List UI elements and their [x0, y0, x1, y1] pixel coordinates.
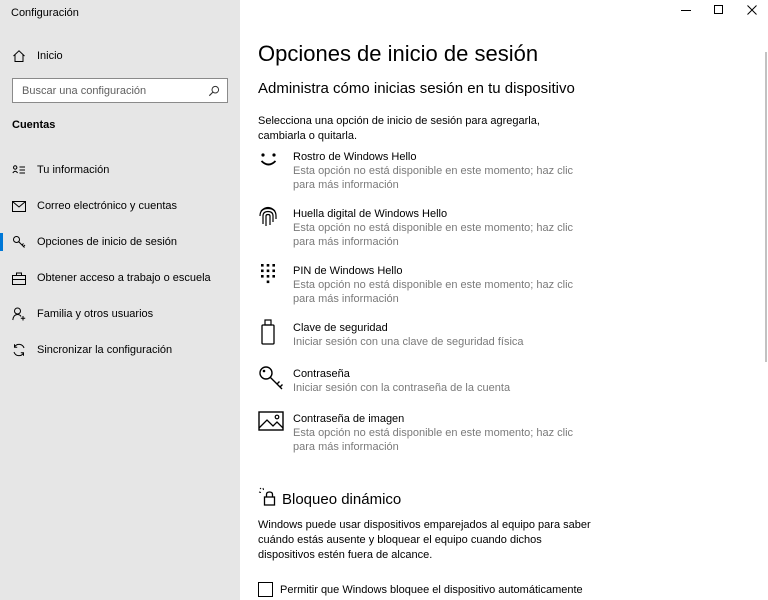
- search-box[interactable]: [12, 78, 228, 103]
- minimize-button[interactable]: [669, 0, 702, 22]
- sidebar-item-label: Obtener acceso a trabajo o escuela: [37, 272, 211, 284]
- close-icon: [747, 2, 757, 20]
- dynamic-lock-checkbox[interactable]: [258, 582, 273, 597]
- home-icon: [11, 48, 27, 64]
- mail-icon: [11, 198, 27, 214]
- option-description: Esta opción no está disponible en este momento; haz clic para más información: [293, 165, 574, 191]
- close-button[interactable]: [735, 0, 768, 22]
- sidebar-item-label: Correo electrónico y cuentas: [37, 200, 178, 212]
- pin-keypad-icon: [258, 262, 286, 290]
- dynamic-lock-checkbox-row[interactable]: [258, 582, 583, 597]
- password-key-icon: [258, 365, 286, 393]
- sidebar-item-familia[interactable]: [0, 296, 240, 332]
- window-title: Configuración: [11, 7, 79, 19]
- option-title: Contraseña de imagen: [293, 413, 405, 425]
- dynamic-lock-checkbox-label: Permitir que Windows bloquee el dispositivo automáticamente: [280, 583, 583, 596]
- dynamic-lock-description: Windows puede usar dispositivos emparejados al equipo para saber cuándo estás ausente y bloquear el equipo cuando dichos dispositivos estén fuera de alcance.: [258, 519, 591, 561]
- key-icon: [11, 234, 27, 250]
- option-description: Esta opción no está disponible en este momento; haz clic para más información: [293, 222, 574, 248]
- option-title: Huella digital de Windows Hello: [293, 208, 448, 220]
- option-contrasena[interactable]: [258, 367, 598, 395]
- maximize-icon: [714, 2, 724, 20]
- sidebar-item-label: Opciones de inicio de sesión: [37, 236, 178, 248]
- search-input[interactable]: Buscar una configuración: [22, 84, 147, 97]
- sidebar-item-label: Sincronizar la configuración: [37, 344, 173, 356]
- option-rostro[interactable]: [258, 150, 598, 192]
- page-title: Opciones de inicio de sesión: [258, 41, 539, 66]
- option-title: Contraseña: [293, 368, 350, 380]
- option-description: Esta opción no está disponible en este momento; haz clic para más información: [293, 427, 574, 453]
- face-icon: [258, 148, 286, 176]
- option-description: Iniciar sesión con una clave de seguridad física: [293, 336, 524, 348]
- section-title: Cuentas: [12, 119, 56, 131]
- nav-home[interactable]: [0, 42, 240, 70]
- window-controls: [669, 0, 768, 22]
- contact-card-icon: [11, 162, 27, 178]
- fingerprint-icon: [258, 205, 286, 233]
- sync-icon: [11, 342, 27, 358]
- sidebar: [0, 0, 240, 600]
- dynamic-lock-heading: [258, 487, 401, 512]
- main-content: [240, 0, 768, 600]
- option-description: Iniciar sesión con la contraseña de la cuenta: [293, 382, 511, 394]
- option-clave-seguridad[interactable]: [258, 321, 598, 349]
- sidebar-item-opciones-inicio-sesion[interactable]: [0, 224, 240, 260]
- picture-icon: [258, 410, 286, 438]
- option-contrasena-imagen[interactable]: [258, 412, 598, 454]
- option-huella[interactable]: [258, 207, 598, 249]
- option-pin[interactable]: [258, 264, 598, 306]
- sidebar-item-correo[interactable]: [0, 188, 240, 224]
- option-title: PIN de Windows Hello: [293, 265, 403, 277]
- nav-list: [0, 152, 240, 368]
- scrollbar-thumb[interactable]: [765, 52, 767, 362]
- person-add-icon: [11, 306, 27, 322]
- option-title: Clave de seguridad: [293, 322, 388, 334]
- intro-text: Selecciona una opción de inicio de sesión para agregarla, cambiarla o quitarla.: [258, 115, 540, 142]
- sidebar-item-trabajo-escuela[interactable]: [0, 260, 240, 296]
- briefcase-icon: [11, 270, 27, 286]
- sidebar-item-label: Tu información: [37, 164, 110, 176]
- option-description: Esta opción no está disponible en este momento; haz clic para más información: [293, 279, 574, 305]
- minimize-icon: [681, 2, 691, 20]
- dynamic-lock-icon: [258, 487, 278, 512]
- scrollbar[interactable]: [764, 22, 768, 600]
- sidebar-item-sincronizar[interactable]: [0, 332, 240, 368]
- option-title: Rostro de Windows Hello: [293, 151, 417, 163]
- usb-key-icon: [258, 319, 286, 347]
- sidebar-item-label: Familia y otros usuarios: [37, 308, 154, 320]
- sidebar-item-tu-informacion[interactable]: [0, 152, 240, 188]
- nav-home-label: Inicio: [37, 50, 63, 62]
- section-subtitle: Administra cómo inicias sesión en tu dispositivo: [258, 80, 575, 97]
- maximize-button[interactable]: [702, 0, 735, 22]
- search-icon[interactable]: [206, 83, 222, 99]
- dynamic-lock-title: Bloqueo dinámico: [282, 491, 402, 508]
